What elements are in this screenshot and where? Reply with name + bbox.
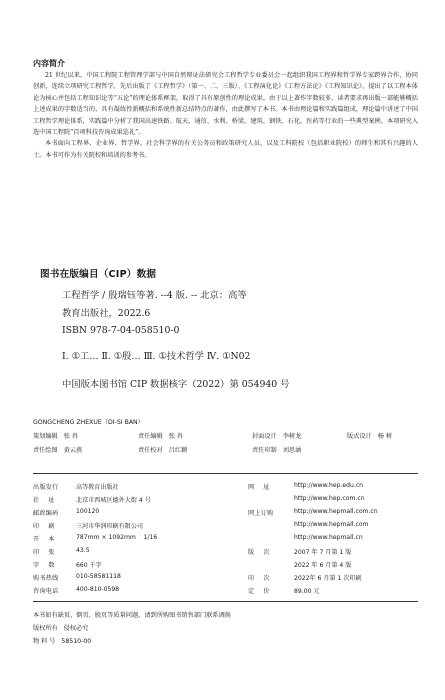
intro-heading: 内容简介 — [33, 58, 65, 68]
quality-notice: 本书如有缺页、倒页、脱页等质量问题，请到所购图书销售部门联系调换 — [33, 612, 231, 619]
cip-title: 图书在版编目（CIP）数据 — [40, 269, 157, 280]
cip-record: 中国版本图书馆 CIP 数据核字（2022）第 054940 号 — [62, 379, 290, 390]
copyright-notice: 版权所有 侵权必究 — [33, 625, 89, 632]
publication-right: 网 址 http://www.hep.edu.cn http://www.hep.com.cn 网上订购 http://www.hepmall.com.cn http://www.hepmall.com http://www.hepmall.cn 版 次 2007 年 7 月第 1 版 2022 年 6 月第 4 版 印 次 2022年 6 月第 1 次印刷 定 价 89.00 元 — [248, 482, 378, 595]
cip-line-1: 工程哲学 / 殷瑞钰等著. --4 版. -- 北京：高等 — [62, 290, 247, 301]
cip-line-2: 教育出版社，2022.6 — [62, 308, 151, 319]
cip-classification: Ⅰ. ①工… Ⅱ. ①殷… Ⅲ. ①技术哲学 Ⅳ. ①N02 — [62, 351, 251, 362]
publication-left: 出版发行 高等教育出版社 社 址 北京市西城区德外大街 4 号 邮政编码 100120 印 刷 三河市华润印刷有限公司 开 本 787mm × 1092mm 1/16 印 张 43.5 字 数 660 千字 购书热线 010-58581118 咨询电话 400-810-0598 — [33, 484, 158, 595]
staff-planning-editor: 策划编辑 张 冉 — [33, 433, 79, 440]
staff-cover-design: 封面设计 李树龙 — [252, 433, 302, 440]
intro-paragraph-1: 21 世纪以来，中国工程院工程管理学部与中国自然辩证法研究会工程哲学专业委员会一起组织我国工程界和哲学界专家跨界合作，协同创新，连续立项研究工程哲学，先后出版了《工程哲学》（第一、二、三版）、《工程演化论》《工程方法论》《工程知识论》，提出了以工程本体论为核心并包括工程知识论等“五论”的理论体系框架，取得了具有原创性的理论成果。由于以上著作字数较多，读者要求再出版一部能够概括上述成果的字数适当的、具有凝练性新概括和系统性新总结特点的著作，由此撰写了本书。本书由理论篇和实践篇组成，理论篇中讲述了中国工程哲学理论体系，实践篇中分析了我国高速铁路、航天、通信、水利、桥梁、建筑、钢铁、石化、医药等行业的一些典型案例。本项研究入选中国工程院“百项科技咨询成果巡礼”。 — [33, 72, 418, 137]
staff-responsible-editor: 责任编辑 张 冉 — [138, 433, 184, 440]
staff-layout-design: 版式设计 杨 树 — [347, 433, 393, 440]
staff-proofreader: 责任校对 吕红颖 — [138, 447, 188, 454]
pinyin-title: GONGCHENG ZHEXUE（DI-SI BAN） — [33, 419, 144, 426]
material-number: 物 料 号 58510-00 — [33, 638, 92, 645]
cip-isbn: ISBN 978-7-04-058510-0 — [62, 325, 180, 336]
divider-1 — [33, 473, 418, 474]
intro-text — [33, 70, 418, 161]
staff-printing: 责任印制 刘思涵 — [252, 447, 302, 454]
intro-paragraph-2: 本书面向工程界、企业界、哲学界、社会科学界的有关公务员和政策研究人员，以及工科院校（包括职业院校）的师生和其有兴趣的人士。本书可作为有关院校和培训的参考书。 — [33, 140, 418, 159]
staff-illustration: 责任绘图 黄云燕 — [33, 447, 83, 454]
divider-2 — [33, 601, 418, 602]
